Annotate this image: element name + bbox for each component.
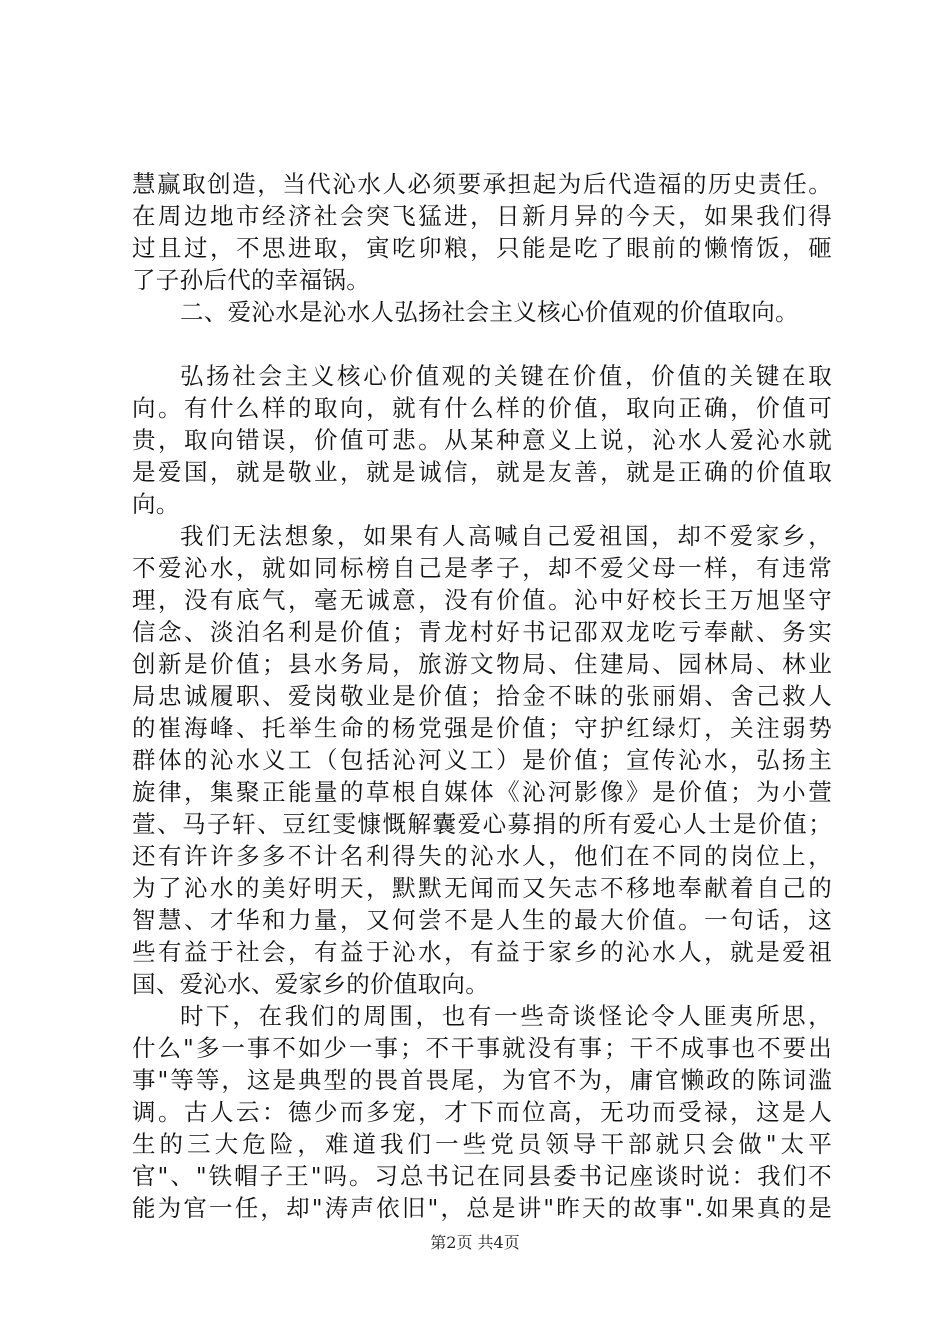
text-line: 创新是价值；县水务局，旅游文物局、住建局、园林局、林业 [132,650,832,678]
text-line: 的崔海峰、托举生命的杨党强是价值；守护红绿灯，关注弱势 [132,714,832,742]
text-line: 在周边地市经济社会突飞猛进，日新月异的今天，如果我们得 [132,202,832,230]
text-line: 官"、"铁帽子王"吗。习总书记在同县委书记座谈时说：我们不 [132,1162,832,1190]
text-line: 时下，在我们的周围，也有一些奇谈怪论令人匪夷所思， [180,1002,832,1030]
text-line: 了子孙后代的幸福锅。 [132,266,370,294]
text-line: 还有许许多多不计名利得失的沁水人，他们在不同的岗位上， [132,842,832,870]
text-line: 什么"多一事不如少一事；不干事就没有事；干不成事也不要出 [132,1034,832,1062]
text-line: 是爱国，就是敬业，就是诚信，就是友善，就是正确的价值取 [132,458,832,486]
text-line: 萱、马子轩、豆红雯慷慨解囊爱心募捐的所有爱心人士是价值； [132,810,832,838]
text-line: 能为官一任，却"涛声依旧"，总是讲"昨天的故事".如果真的是 [132,1194,832,1222]
text-line: 贵，取向错误，价值可悲。从某种意义上说，沁水人爱沁水就 [132,426,832,454]
text-line: 智慧、才华和力量，又何尝不是人生的最大价值。一句话，这 [132,906,832,934]
text-line: 国、爱沁水、爱家乡的价值取向。 [132,970,489,998]
text-line: 生的三大危险，难道我们一些党员领导干部就只会做"太平 [132,1130,832,1158]
text-line: 旋律，集聚正能量的草根自媒体《沁河影像》是价值；为小萱 [132,778,832,806]
text-line: 群体的沁水义工（包括沁河义工）是价值；宣传沁水，弘扬主 [132,746,832,774]
page-number-footer: 第2页 共4页 [430,1233,520,1252]
text-line: 我们无法想象，如果有人高喊自己爱祖国，却不爱家乡， [180,522,832,550]
section-heading: 二、爱沁水是沁水人弘扬社会主义核心价值观的价值取向。 [180,298,799,326]
text-line: 局忠诚履职、爱岗敬业是价值；拾金不昧的张丽娟、舍己救人 [132,682,832,710]
text-line: 事"等等，这是典型的畏首畏尾，为官不为，庸官懒政的陈词滥 [132,1066,832,1094]
text-line: 向。有什么样的取向，就有什么样的价值，取向正确，价值可 [132,394,832,422]
text-line: 慧赢取创造，当代沁水人必须要承担起为后代造福的历史责任。 [132,170,832,198]
document-body [132,168,832,1224]
text-line: 些有益于社会，有益于沁水，有益于家乡的沁水人，就是爱祖 [132,938,832,966]
text-line: 过且过，不思进取，寅吃卯粮，只能是吃了眼前的懒惰饭，砸 [132,234,832,262]
text-line: 弘扬社会主义核心价值观的关键在价值，价值的关键在取 [180,362,832,390]
text-line: 理，没有底气，毫无诚意，没有价值。沁中好校长王万旭坚守 [132,586,832,614]
text-line: 调。古人云：德少而多宠，才下而位高，无功而受禄，这是人 [132,1098,832,1126]
text-line: 向。 [132,490,180,518]
text-line: 不爱沁水，就如同标榜自己是孝子，却不爱父母一样，有违常 [132,554,832,582]
text-line: 为了沁水的美好明天，默默无闻而又矢志不移地奉献着自己的 [132,874,832,902]
text-line: 信念、淡泊名利是价值；青龙村好书记邵双龙吃亏奉献、务实 [132,618,832,646]
